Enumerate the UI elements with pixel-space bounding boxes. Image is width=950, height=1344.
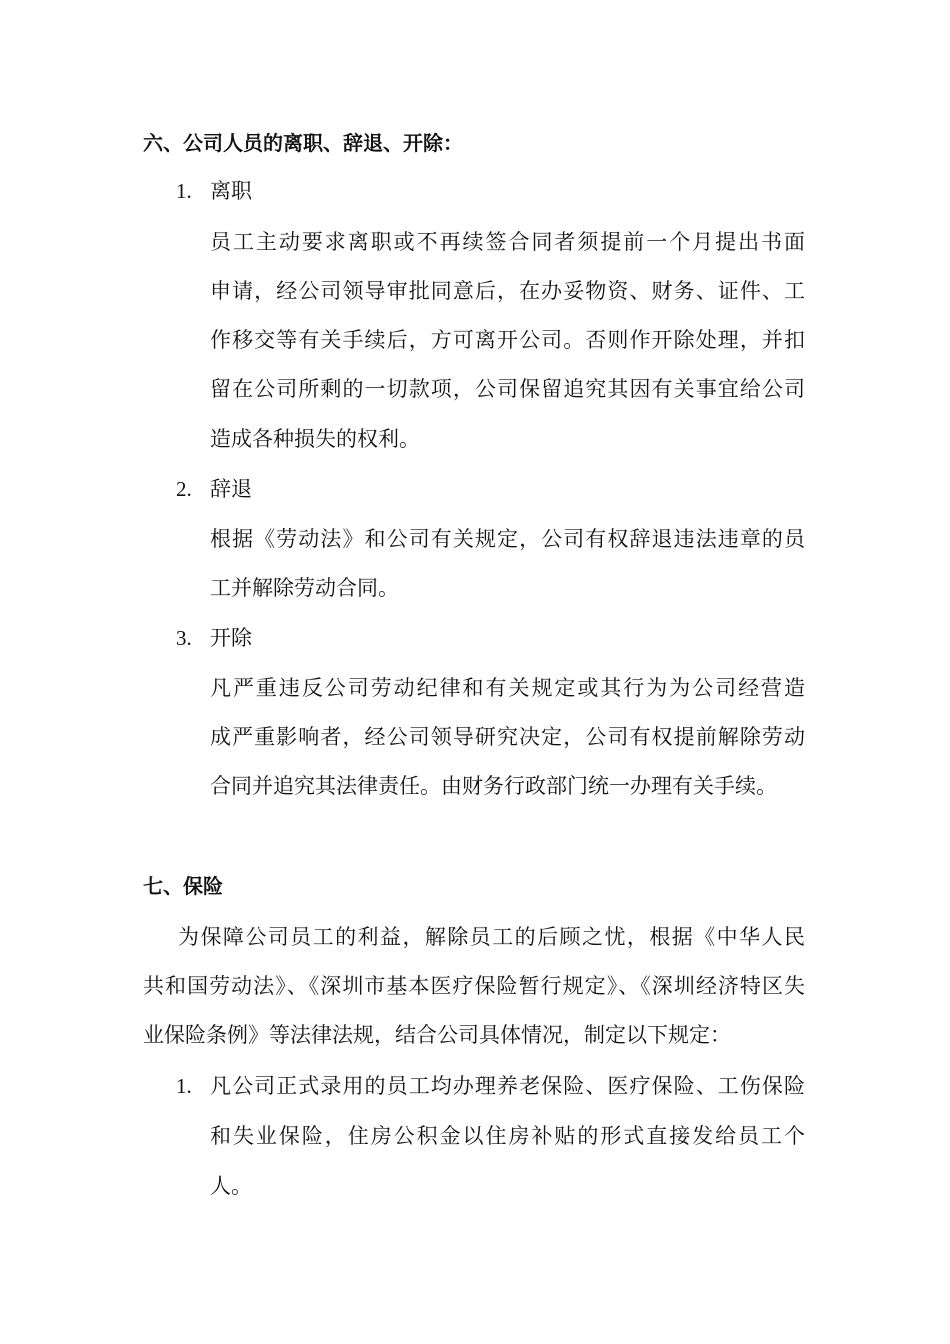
paragraph-line: 为保障公司员工的利益，解除员工的后顾之忧，根据《中华人民 (178, 925, 805, 949)
item-title-expulsion: 开除 (210, 626, 252, 650)
paragraph-line: 人。 (210, 1174, 252, 1198)
paragraph-line: 作移交等有关手续后，方可离开公司。否则作开除处理，并扣 (210, 328, 805, 352)
paragraph-line: 共和国劳动法》、《深圳市基本医疗保险暂行规定》、《深圳经济特区失 (143, 974, 805, 998)
section6-heading: 六、公司人员的离职、辞退、开除： (143, 131, 463, 155)
paragraph-line: 凡公司正式录用的员工均办理养老保险、医疗保险、工伤保险 (210, 1074, 805, 1098)
item-number: 1. (176, 1074, 192, 1098)
item-title-resignation: 离职 (210, 179, 252, 203)
paragraph-line: 业保险条例》等法律法规，结合公司具体情况，制定以下规定： (143, 1023, 731, 1047)
paragraph-line: 合同并追究其法律责任。由财务行政部门统一办理有关手续。 (210, 774, 777, 798)
item-number: 3. (176, 626, 192, 650)
paragraph-line: 申请，经公司领导审批同意后，在办妥物资、财务、证件、工 (210, 279, 805, 303)
paragraph-line: 留在公司所剩的一切款项，公司保留追究其因有关事宜给公司 (210, 377, 805, 401)
paragraph-line: 和失业保险，住房公积金以住房补贴的形式直接发给员工个 (210, 1124, 805, 1148)
paragraph-line: 成严重影响者，经公司领导研究决定，公司有权提前解除劳动 (210, 725, 805, 749)
paragraph-line: 工并解除劳动合同。 (210, 576, 399, 600)
item-number: 2. (176, 477, 192, 501)
item-number: 1. (176, 179, 192, 203)
item-title-dismissal: 辞退 (210, 477, 252, 501)
paragraph-line: 根据《劳动法》和公司有关规定，公司有权辞退违法违章的员 (210, 527, 805, 551)
paragraph-line: 员工主动要求离职或不再续签合同者须提前一个月提出书面 (210, 230, 805, 254)
paragraph-line: 凡严重违反公司劳动纪律和有关规定或其行为为公司经营造 (210, 676, 805, 700)
paragraph-line: 造成各种损失的权利。 (210, 427, 420, 451)
section7-heading: 七、保险 (143, 874, 223, 898)
